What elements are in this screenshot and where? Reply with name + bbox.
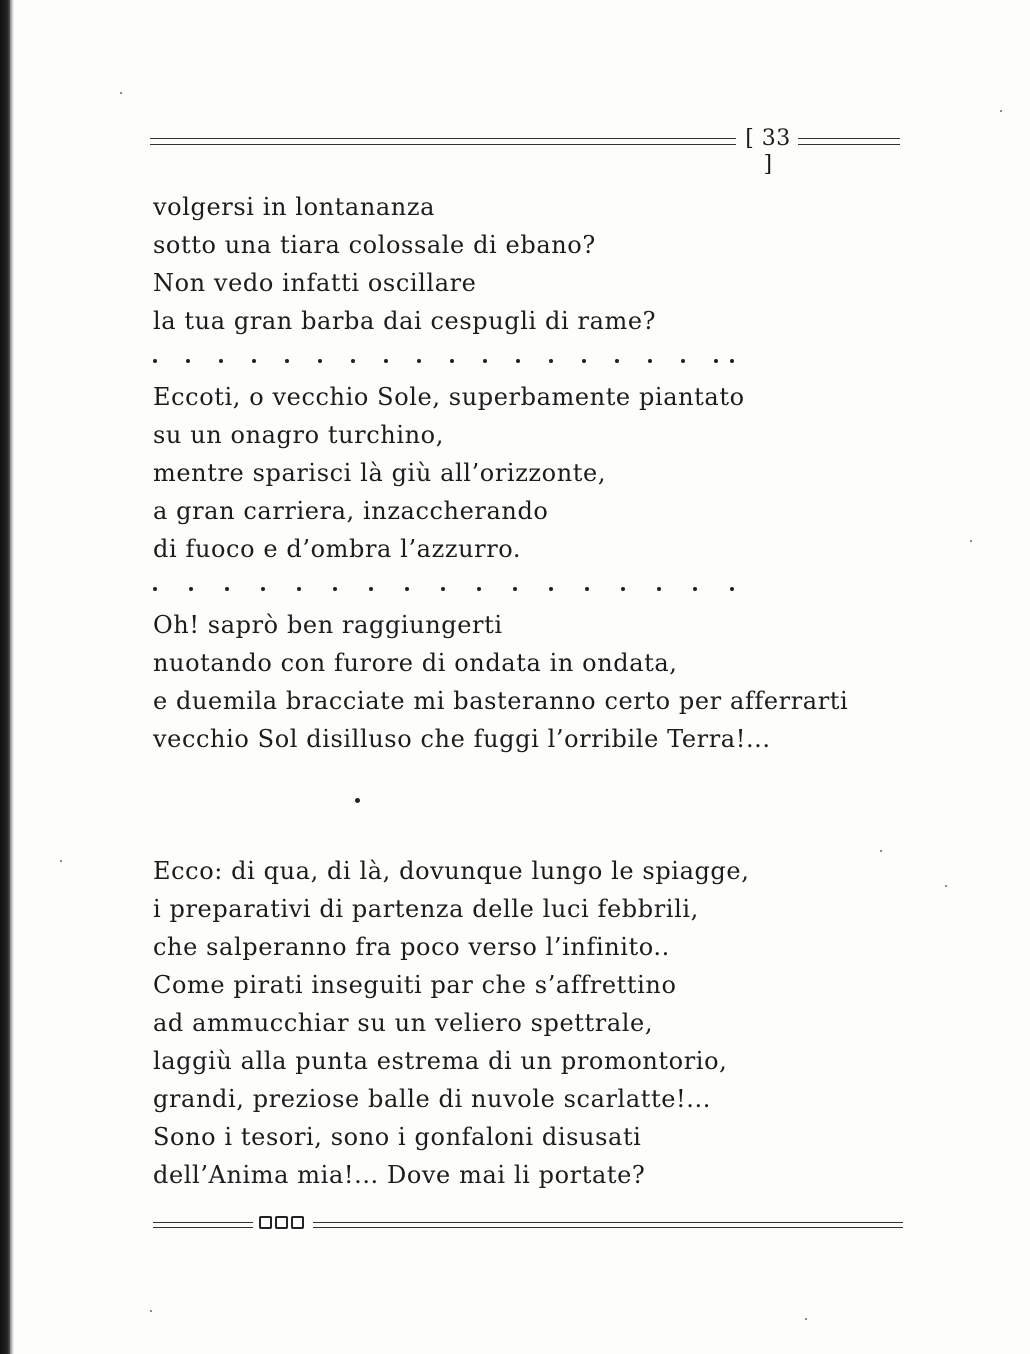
paper-speck bbox=[60, 860, 62, 862]
poem-line: di fuoco e d’ombra l’azzurro. bbox=[153, 535, 522, 563]
paper-speck bbox=[1000, 110, 1002, 112]
poem-line: la tua gran barba dai cespugli di rame? bbox=[153, 307, 657, 335]
poem-line: nuotando con furore di ondata in ondata, bbox=[153, 649, 678, 677]
ornament-box-icon bbox=[259, 1216, 272, 1229]
paper-speck bbox=[805, 1318, 807, 1320]
book-binding-edge bbox=[0, 0, 10, 1354]
section-separator-dot bbox=[355, 798, 360, 803]
paper-speck bbox=[150, 1310, 152, 1312]
poem-line: Sono i tesori, sono i gonfaloni disusati bbox=[153, 1123, 642, 1151]
ornament-box-icon bbox=[275, 1216, 288, 1229]
poem-line: sotto una tiara colossale di ebano? bbox=[153, 231, 596, 259]
ornament-box-icon bbox=[291, 1216, 304, 1229]
ornament-boxes bbox=[259, 1216, 304, 1229]
footer-rule-left bbox=[153, 1222, 253, 1228]
footer-ornament bbox=[153, 1215, 903, 1235]
stanza-2 bbox=[153, 378, 893, 568]
poem-line: volgersi in lontananza bbox=[153, 193, 436, 221]
ellipsis-divider bbox=[153, 340, 893, 378]
poem-line: vecchio Sol disilluso che fuggi l’orribile Terra!... bbox=[153, 725, 771, 753]
poem-line: Oh! saprò ben raggiungerti bbox=[153, 611, 503, 639]
poem-line: Ecco: di qua, di là, dovunque lungo le spiagge, bbox=[153, 857, 750, 885]
header-rule-left bbox=[150, 138, 736, 145]
poem-line: che salperanno fra poco verso l’infinito.. bbox=[153, 933, 670, 961]
poem-line: dell’Anima mia!... Dove mai li portate? bbox=[153, 1161, 646, 1189]
section-break-space bbox=[153, 816, 893, 852]
paper-speck bbox=[120, 92, 122, 94]
poem-line: Eccoti, o vecchio Sole, superbamente piantato bbox=[153, 383, 745, 411]
poem-line: a gran carriera, inzaccherando bbox=[153, 497, 549, 525]
binding-shadow bbox=[10, 0, 14, 1354]
poem-line: laggiù alla punta estrema di un promontorio, bbox=[153, 1047, 728, 1075]
header-rule-right bbox=[798, 138, 900, 145]
poem-line: ad ammucchiar su un veliero spettrale, bbox=[153, 1009, 654, 1037]
paper-speck bbox=[970, 540, 972, 542]
paper-speck bbox=[945, 885, 947, 887]
poem-line: i preparativi di partenza delle luci febbrili, bbox=[153, 895, 699, 923]
stanza-4 bbox=[153, 852, 893, 1194]
page-number: [ 33 ] bbox=[745, 126, 791, 177]
ellipsis-divider bbox=[153, 568, 893, 606]
section-break bbox=[153, 758, 893, 816]
poem-line: mentre sparisci là giù all’orizzonte, bbox=[153, 459, 607, 487]
page-header bbox=[150, 126, 900, 177]
footer-rule-right bbox=[313, 1222, 903, 1228]
poem-text bbox=[153, 188, 893, 1194]
poem-line: su un onagro turchino, bbox=[153, 421, 444, 449]
stanza-1 bbox=[153, 188, 893, 340]
poem-line: Non vedo infatti oscillare bbox=[153, 269, 477, 297]
poem-line: e duemila bracciate mi basteranno certo per afferrarti bbox=[153, 687, 849, 715]
poem-line: Come pirati inseguiti par che s’affrettino bbox=[153, 971, 677, 999]
stanza-3 bbox=[153, 606, 893, 758]
poem-line: grandi, preziose balle di nuvole scarlatte!... bbox=[153, 1085, 711, 1113]
